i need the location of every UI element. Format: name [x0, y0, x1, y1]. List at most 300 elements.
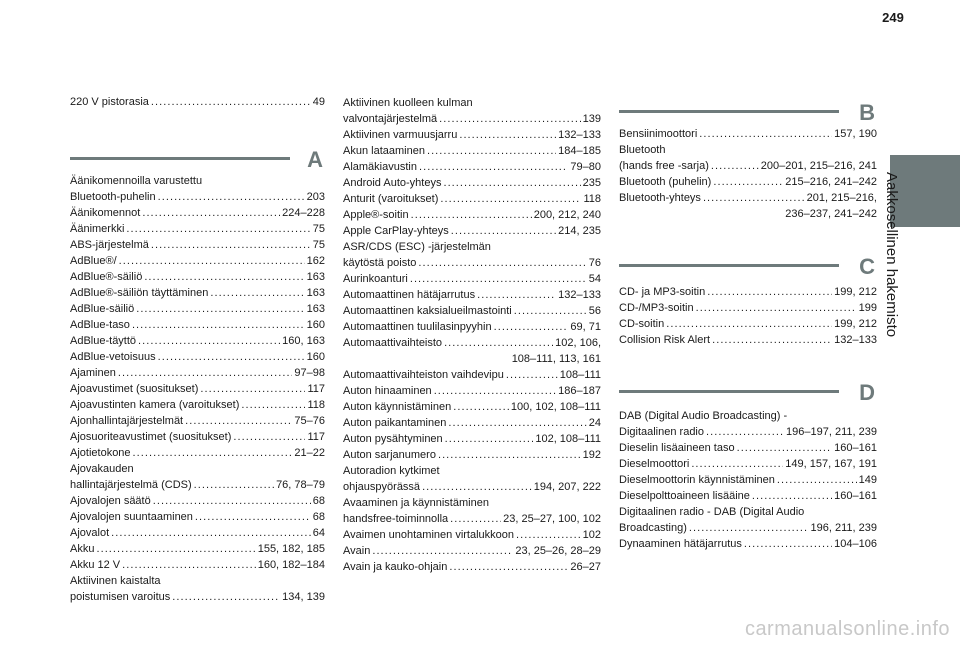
leader-dots [666, 316, 832, 332]
index-entry-pages: 200–201, 215–216, 241 [760, 160, 877, 172]
leader-dots [712, 332, 832, 348]
leader-dots [422, 479, 532, 495]
index-entry-row [343, 383, 601, 399]
leader-dots [122, 557, 256, 573]
index-entry [343, 143, 601, 159]
section-letter: C [859, 254, 875, 279]
index-entry-pages: 162 [306, 255, 325, 267]
index-entry-row [70, 509, 325, 525]
index-entry-label: Ajovalojen säätö [70, 495, 151, 507]
leader-dots [200, 381, 305, 397]
index-entry-label: Aurinkoanturi [343, 273, 408, 285]
index-entry-row [70, 237, 325, 253]
section-rule [70, 157, 290, 160]
index-entry-label: Aktiivinen varmuusjarru [343, 129, 458, 141]
leader-dots [195, 509, 311, 525]
index-entry [619, 332, 877, 348]
index-entry-label: käytöstä poisto [343, 257, 417, 269]
index-entry [70, 413, 325, 429]
index-entry-pages: 186–187 [558, 385, 601, 397]
index-entry-pages: 235 [582, 177, 601, 189]
index-entry-label: Dieselmoottorin käynnistäminen [619, 474, 775, 486]
leader-dots [516, 527, 581, 543]
index-entry-label: Android Auto-yhteys [343, 177, 442, 189]
index-side-label-text: Aakkosellinen hakemisto [883, 172, 900, 338]
leader-dots [119, 253, 305, 269]
leader-dots [411, 207, 532, 223]
index-entry-pages: 160 [306, 351, 325, 363]
index-entry-row [619, 456, 877, 472]
index-entry-pages: 75–76 [294, 415, 325, 427]
leader-dots [696, 300, 857, 316]
section-letter: D [859, 380, 875, 405]
index-entry-pages: 160, 163 [282, 335, 325, 347]
index-entry [70, 493, 325, 509]
index-entry-pages: 214, 235 [558, 225, 601, 237]
index-entry-pages: 184–185 [558, 145, 601, 157]
index-entry-row [343, 415, 601, 431]
leader-dots [744, 536, 832, 552]
index-entry-row [70, 477, 325, 493]
index-entry [619, 488, 877, 504]
section-rule [619, 110, 839, 113]
index-entry-pages: 139 [582, 113, 601, 125]
index-entry [343, 335, 601, 367]
index-entry-pages: 102, 106, [555, 337, 601, 349]
index-entry-row [343, 207, 601, 223]
index-entry-heading: Aktiivinen kuolleen kulman [343, 97, 473, 109]
leader-dots [419, 159, 568, 175]
index-entry [70, 221, 325, 237]
index-entry-label: Dieselmoottori [619, 458, 690, 470]
index-entry-row [619, 520, 877, 536]
index-entry [619, 440, 877, 456]
index-entry-label: Bluetooth-puhelin [70, 191, 156, 203]
leader-dots [153, 493, 311, 509]
section-rule [619, 264, 839, 267]
leader-dots [477, 287, 556, 303]
leader-dots [172, 589, 280, 605]
leader-dots [138, 333, 280, 349]
index-entry-label: Dieselpolttoaineen lisääine [619, 490, 750, 502]
leader-dots [707, 284, 832, 300]
index-entry [70, 573, 325, 605]
index-entry-row [70, 349, 325, 365]
index-entry [343, 303, 601, 319]
index-entry-row [343, 271, 601, 287]
index-entry-row [343, 431, 601, 447]
index-entry-label: Apple CarPlay-yhteys [343, 225, 449, 237]
index-entry-row [70, 333, 325, 349]
index-entry-pages: 160 [306, 319, 325, 331]
index-entry-row [343, 543, 601, 559]
index-entry-label: AdBlue®-säiliön täyttäminen [70, 287, 209, 299]
index-entry-pages: 100, 102, 108–111 [510, 401, 601, 413]
index-entry-label: CD-soitin [619, 318, 665, 330]
index-entry-label: AdBlue-säiliö [70, 303, 135, 315]
leader-dots [144, 269, 304, 285]
index-entry-pages: 163 [306, 287, 325, 299]
index-entry-row [619, 440, 877, 456]
index-entry-heading: ASR/CDS (ESC) -järjestelmän [343, 241, 491, 253]
index-entry-label: Bluetooth (puhelin) [619, 176, 712, 188]
index-entry-label: Avaimen unohtaminen virtalukkoon [343, 529, 515, 541]
index-entry [343, 527, 601, 543]
leader-dots [136, 301, 304, 317]
index-entry-pages: 199, 212 [834, 286, 877, 298]
index-entry [343, 207, 601, 223]
index-entry-label: 220 V pistorasia [70, 96, 149, 108]
index-entry-row [619, 488, 877, 504]
index-entry-pages: 149 [858, 474, 877, 486]
index-entry-row [343, 527, 601, 543]
leader-dots [142, 205, 280, 221]
watermark: carmanualsonline.info [744, 618, 950, 640]
leader-dots [96, 541, 255, 557]
index-entry-row [343, 319, 601, 335]
index-entry [619, 456, 877, 472]
index-entry-pages: 149, 157, 167, 191 [785, 458, 877, 470]
index-entry-label: Collision Risk Alert [619, 334, 711, 346]
index-entry-heading: Ajovakauden [70, 463, 134, 475]
leader-dots [132, 317, 305, 333]
leader-dots [737, 440, 833, 456]
index-entry-label: AdBlue®-säiliö [70, 271, 143, 283]
leader-dots [158, 189, 305, 205]
index-entry [70, 317, 325, 333]
index-entry-pages: 196–197, 211, 239 [786, 426, 877, 438]
index-entry-row [70, 445, 325, 461]
index-entry-label: Ajovalojen suuntaaminen [70, 511, 193, 523]
index-entry-row [70, 429, 325, 445]
index-entry-pages: 132–133 [558, 289, 601, 301]
index-entry [70, 333, 325, 349]
index-entry-pages: 68 [312, 511, 325, 523]
index-entry-label: hallintajärjestelmä (CDS) [70, 479, 192, 491]
index-entry-row [619, 158, 877, 174]
index-entry-row [343, 559, 601, 575]
index-entry-label: Digitaalinen radio [619, 426, 704, 438]
index-entry-pages: 192 [582, 449, 601, 461]
index-entry-row [70, 301, 325, 317]
index-entry-row [619, 424, 877, 440]
index-entry-row [619, 332, 877, 348]
index-entry-label: poistumisen varoitus [70, 591, 171, 603]
index-entry-row [619, 300, 877, 316]
index-entry-row [343, 159, 601, 175]
index-entry-label: Äänimerkki [70, 223, 125, 235]
index-entry [343, 223, 601, 239]
index-entry [70, 381, 325, 397]
index-entry-pages: 215–216, 241–242 [785, 176, 877, 188]
index-entry-label: Automaattinen hätäjarrutus [343, 289, 476, 301]
index-entry [70, 541, 325, 557]
index-entry [70, 349, 325, 365]
index-entry-pages: 199, 212 [834, 318, 877, 330]
leader-dots [438, 447, 581, 463]
index-entry-pages: 117 [307, 383, 325, 395]
leader-dots [151, 94, 311, 110]
index-entry-label: Ajovalot [70, 527, 110, 539]
index-entry-label: Automaattivaihteisto [343, 337, 443, 349]
index-entry-label: AdBlue®/ [70, 255, 117, 267]
index-entry-row [70, 589, 325, 605]
index-entry [619, 504, 877, 536]
index-entry-pages: 201, 215–216, [806, 192, 877, 204]
index-entry-label: Avain ja kauko-ohjain [343, 561, 448, 573]
leader-dots [185, 413, 292, 429]
index-entry-heading: DAB (Digital Audio Broadcasting) - [619, 410, 788, 422]
index-entry-pages: 75 [312, 223, 325, 235]
leader-dots [241, 397, 305, 413]
index-entry-label: Automaattinen tuulilasinpyyhin [343, 321, 492, 333]
index-entry [343, 175, 601, 191]
index-entry-pages: 118 [307, 399, 325, 411]
index-entry [70, 397, 325, 413]
index-entry [70, 237, 325, 253]
index-entry [70, 173, 325, 205]
index-entry-pages: 117 [307, 431, 325, 443]
index-entry [343, 239, 601, 271]
index-entry [70, 365, 325, 381]
leader-dots [450, 511, 501, 527]
leader-dots [372, 543, 513, 559]
index-entry-pages: 203 [306, 191, 325, 203]
index-entry [619, 142, 877, 174]
leader-dots [233, 429, 305, 445]
index-entry-label: (hands free -sarja) [619, 160, 709, 172]
index-entry-heading: Äänikomennoilla varustettu [70, 175, 203, 187]
index-entry-pages: 76 [588, 257, 601, 269]
leader-dots [443, 175, 580, 191]
index-entry-pages: 200, 212, 240 [533, 209, 601, 221]
leader-dots [126, 221, 310, 237]
index-entry [343, 559, 601, 575]
index-entry [70, 525, 325, 541]
index-entry [343, 191, 601, 207]
index-entry-pages: 64 [312, 527, 325, 539]
index-entry-row [343, 111, 601, 127]
index-entry-label: Äänikomennot [70, 207, 141, 219]
index-entry-label: Automaattivaihteiston vaihdevipu [343, 369, 504, 381]
index-entry-label: AdBlue-taso [70, 319, 130, 331]
index-entry-row [70, 365, 325, 381]
index-entry-pages: 157, 190 [834, 128, 877, 140]
index-entry-label: Ajoavustinten kamera (varoitukset) [70, 399, 240, 411]
index-entry-row [619, 174, 877, 190]
leader-dots [752, 488, 832, 504]
index-entry-pages: 160–161 [834, 442, 877, 454]
index-entry-row [343, 479, 601, 495]
index-entry [70, 269, 325, 285]
index-entry-pages-continued: 108–111, 113, 161 [511, 353, 601, 365]
index-entry [343, 367, 601, 383]
index-entry-row [343, 303, 601, 319]
index-entry-pages: 196, 211, 239 [810, 522, 877, 534]
index-entry-label: Akun lataaminen [343, 145, 425, 157]
leader-dots [133, 445, 293, 461]
index-entry-pages-continued: 236–237, 241–242 [785, 208, 877, 220]
index-entry-row [619, 126, 877, 142]
index-entry-label: Ajotietokone [70, 447, 131, 459]
leader-dots [699, 126, 832, 142]
leader-dots [706, 424, 784, 440]
leader-dots [713, 174, 783, 190]
index-entry [70, 461, 325, 493]
index-entry-pages: 54 [588, 273, 601, 285]
index-entry-label: Alamäkiavustin [343, 161, 417, 173]
index-entry-pages: 160, 182–184 [257, 559, 325, 571]
index-entry-row [70, 557, 325, 573]
index-entry [619, 472, 877, 488]
index-entry-label: AdBlue-täyttö [70, 335, 137, 347]
index-entry-label: ABS-järjestelmä [70, 239, 149, 251]
index-entry-row [343, 335, 601, 351]
index-entry-label: Anturit (varoitukset) [343, 193, 439, 205]
index-entry-row [619, 472, 877, 488]
index-entry-label: Auton sarjanumero [343, 449, 436, 461]
leader-dots [689, 520, 809, 536]
index-entry-pages: 163 [306, 303, 325, 315]
leader-dots [494, 319, 569, 335]
index-entry-label: CD-/MP3-soitin [619, 302, 694, 314]
index-entry [70, 429, 325, 445]
index-entry-row [343, 191, 601, 207]
index-entry-label: CD- ja MP3-soitin [619, 286, 706, 298]
index-entry [70, 94, 325, 110]
index-entry [343, 271, 601, 287]
index-entry-row [70, 541, 325, 557]
leader-dots [449, 559, 568, 575]
index-entry-label: Akku [70, 543, 95, 555]
leader-dots [506, 367, 558, 383]
index-entry-label: Bensiinimoottori [619, 128, 698, 140]
index-entry-row [70, 205, 325, 221]
index-entry [70, 509, 325, 525]
index-entry [343, 319, 601, 335]
index-entry-label: Auton käynnistäminen [343, 401, 452, 413]
index-entry-row [70, 253, 325, 269]
leader-dots [111, 525, 311, 541]
index-entry-pages: 155, 182, 185 [257, 543, 325, 555]
leader-dots [451, 223, 556, 239]
leader-dots [434, 383, 556, 399]
leader-dots [118, 365, 293, 381]
index-entry-row [619, 190, 877, 206]
index-entry [343, 463, 601, 495]
index-entry-pages: 69, 71 [570, 321, 601, 333]
index-entry-row [343, 287, 601, 303]
index-entry [343, 159, 601, 175]
index-entry-label: Ajosuoriteavustimet (suositukset) [70, 431, 232, 443]
page-number: 249 [882, 10, 904, 25]
index-entry-row [343, 255, 601, 271]
leader-dots [691, 456, 783, 472]
index-entry-label: Dynaaminen hätäjarrutus [619, 538, 742, 550]
index-entry [343, 431, 601, 447]
index-entry [619, 190, 877, 222]
index-entry [343, 399, 601, 415]
index-entry [70, 205, 325, 221]
index-entry-pages: 23, 25–26, 28–29 [515, 545, 601, 557]
index-entry [343, 287, 601, 303]
index-entry-pages: 79–80 [570, 161, 601, 173]
leader-dots [210, 285, 304, 301]
index-entry-row [70, 285, 325, 301]
index-entry-pages: 56 [588, 305, 601, 317]
section-letter: B [859, 100, 875, 125]
index-entry-heading: Aktiivinen kaistalta [70, 575, 161, 587]
index-entry-row [70, 413, 325, 429]
index-entry-row [343, 175, 601, 191]
index-entry-row [343, 511, 601, 527]
index-entry-pages: 102, 108–111 [535, 433, 601, 445]
leader-dots [158, 349, 305, 365]
index-entry-pages: 199 [858, 302, 877, 314]
index-entry-row [619, 316, 877, 332]
index-entry [343, 383, 601, 399]
index-entry [343, 447, 601, 463]
index-entry-pages: 23, 25–27, 100, 102 [503, 513, 601, 525]
index-entry-row [70, 94, 325, 110]
index-entry [70, 557, 325, 573]
leader-dots [445, 431, 534, 447]
index-entry [70, 285, 325, 301]
index-entry-heading: Avaaminen ja käynnistäminen [343, 497, 489, 509]
leader-dots [514, 303, 587, 319]
index-entry-pages: 102 [582, 529, 601, 541]
leader-dots [440, 191, 581, 207]
index-entry-label: Ajoavustimet (suositukset) [70, 383, 199, 395]
leader-dots [410, 271, 587, 287]
index-entry-pages: 160–161 [834, 490, 877, 502]
index-entry-pages: 21–22 [294, 447, 325, 459]
index-entry [619, 300, 877, 316]
index-entry-pages: 49 [312, 96, 325, 108]
leader-dots [459, 127, 556, 143]
index-entry-heading: Digitaalinen radio - DAB (Digital Audio [619, 506, 805, 518]
leader-dots [439, 111, 580, 127]
index-entry-row [70, 269, 325, 285]
index-entry-heading: Autoradion kytkimet [343, 465, 440, 477]
index-entry [343, 95, 601, 127]
index-entry-label: Bluetooth-yhteys [619, 192, 701, 204]
leader-dots [453, 399, 509, 415]
index-entry-label: AdBlue-vetoisuus [70, 351, 156, 363]
index-entry-label: Auton hinaaminen [343, 385, 432, 397]
index-entry-row [70, 381, 325, 397]
index-entry-row [343, 143, 601, 159]
leader-dots [711, 158, 759, 174]
index-entry-label: valvontajärjestelmä [343, 113, 438, 125]
leader-dots [427, 143, 556, 159]
index-entry-row [70, 221, 325, 237]
index-entry-row [343, 127, 601, 143]
index-entry-pages: 68 [312, 495, 325, 507]
index-entry-pages: 26–27 [570, 561, 601, 573]
index-entry [619, 174, 877, 190]
index-entry [343, 415, 601, 431]
leader-dots [194, 477, 274, 493]
index-entry-label: Ajaminen [70, 367, 116, 379]
index-entry-label: Apple®-soitin [343, 209, 409, 221]
leader-dots [444, 335, 553, 351]
index-entry-row [70, 493, 325, 509]
index-entry [70, 253, 325, 269]
index-entry-label: Ajonhallintajärjestelmät [70, 415, 184, 427]
index-entry-label: Automaattinen kaksialueilmastointi [343, 305, 512, 317]
index-entry [619, 126, 877, 142]
